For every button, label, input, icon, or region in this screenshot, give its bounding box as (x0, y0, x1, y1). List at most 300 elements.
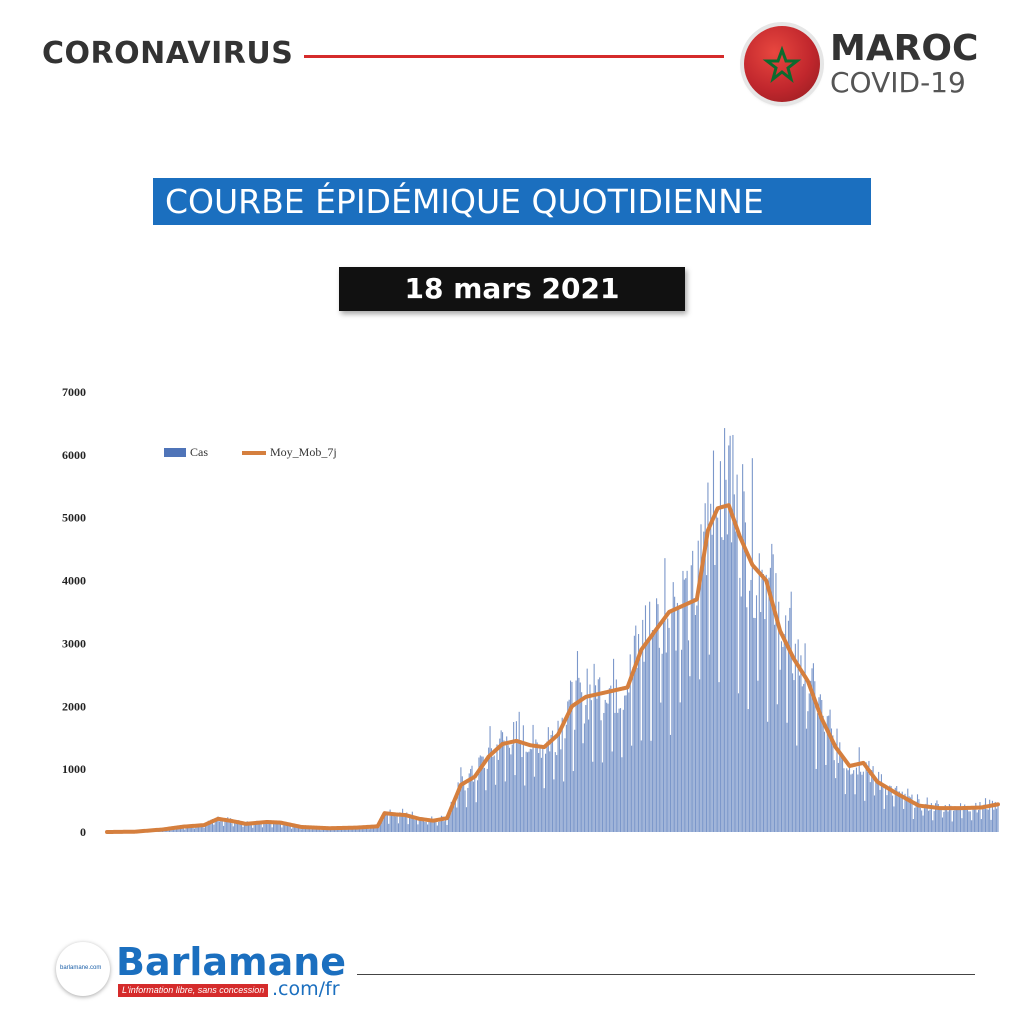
bar-cas (417, 824, 418, 832)
bar-cas (502, 732, 503, 832)
bar-cas (750, 580, 751, 832)
bar-cas (467, 788, 468, 832)
bar-cas (463, 784, 464, 832)
bar-cas (669, 628, 670, 832)
bar-cas (852, 774, 853, 832)
y-tick-label: 6000 (62, 447, 86, 462)
bar-cas (921, 810, 922, 832)
bar-cas (519, 712, 520, 832)
bar-cas (670, 735, 671, 832)
bar-cas (857, 774, 858, 832)
legend-label-moy: Moy_Mob_7j (270, 445, 337, 459)
bar-cas (982, 808, 983, 832)
bar-cas (545, 754, 546, 832)
bar-cas (506, 736, 507, 832)
bar-cas (870, 782, 871, 832)
bar-cas (867, 772, 868, 832)
bar-cas (748, 709, 749, 832)
bar-cas (764, 619, 765, 832)
bar-cas (816, 769, 817, 832)
bar-cas (793, 680, 794, 832)
bar-cas (539, 746, 540, 832)
bar-cas (727, 534, 728, 832)
bar-cas (777, 704, 778, 832)
bar-cas (762, 570, 763, 832)
bar-cas (435, 821, 436, 832)
bar-cas (692, 551, 693, 832)
y-tick-label: 7000 (62, 385, 86, 399)
bar-cas (416, 820, 417, 832)
bar-cas (853, 770, 854, 832)
bar-cas (680, 702, 681, 832)
bar-cas (621, 757, 622, 832)
bar-cas (927, 797, 928, 832)
bar-cas (524, 786, 525, 832)
bar-cas (320, 830, 321, 832)
bar-cas (405, 815, 406, 832)
bar-cas (920, 808, 921, 832)
bar-cas (947, 811, 948, 832)
bar-cas (542, 745, 543, 832)
bar-cas (924, 808, 925, 832)
bar-cas (893, 806, 894, 832)
bar-cas (755, 618, 756, 832)
bar-cas (495, 785, 496, 832)
bar-cas (825, 765, 826, 832)
bar-cas (717, 518, 718, 832)
bar-cas (648, 639, 649, 832)
bar-cas (832, 735, 833, 832)
bar-cas (570, 681, 571, 832)
bar-cas (453, 804, 454, 832)
bar-cas (934, 811, 935, 832)
bar-cas (623, 710, 624, 832)
bar-cas (402, 809, 403, 832)
bar-cas (491, 748, 492, 832)
bar-cas (245, 825, 246, 832)
bar-cas (888, 790, 889, 832)
bar-cas (702, 568, 703, 832)
bar-cas (855, 794, 856, 832)
bar-cas (834, 760, 835, 832)
legend (164, 445, 337, 459)
bar-cas (438, 822, 439, 832)
bar-cas (803, 684, 804, 832)
bar-cas (487, 769, 488, 832)
bar-cas (644, 662, 645, 832)
bar-cas (424, 822, 425, 832)
bar-cas (556, 755, 557, 832)
bar-cas (582, 743, 583, 832)
bar-cas (813, 663, 814, 832)
bar-cas (591, 700, 592, 832)
bar-cas (838, 763, 839, 832)
bar-cas (551, 735, 552, 832)
bar-cas (510, 754, 511, 832)
bar-cas (963, 807, 964, 832)
bar-cas (723, 540, 724, 832)
bar-cas (988, 810, 989, 832)
bar-cas (677, 603, 678, 832)
bar-cas (716, 511, 717, 832)
bar-cas (512, 745, 513, 832)
bar-cas (848, 770, 849, 832)
bar-cas (997, 803, 998, 832)
bar-cas (602, 762, 603, 832)
bar-cas (251, 825, 252, 832)
bar-cas (946, 809, 947, 832)
bar-cas (906, 800, 907, 832)
bar-cas (473, 782, 474, 832)
bar-cas (535, 739, 536, 832)
bar-cas (843, 768, 844, 832)
bar-cas (923, 816, 924, 832)
bar-cas (601, 720, 602, 832)
bar-cas (943, 812, 944, 832)
bar-cas (782, 647, 783, 832)
bar-cas (369, 829, 370, 832)
bar-cas (184, 830, 185, 832)
bar-cas (563, 781, 564, 832)
bar-cas (898, 791, 899, 832)
bar-cas (899, 791, 900, 832)
bar-cas (850, 775, 851, 832)
bar-cas (628, 692, 629, 832)
bar-cas (996, 809, 997, 832)
bar-cas (735, 531, 736, 832)
bar-cas (233, 826, 234, 832)
bar-cas (684, 580, 685, 832)
bar-cas (877, 780, 878, 832)
bar-cas (961, 818, 962, 832)
bar-cas (903, 809, 904, 832)
bar-cas (272, 827, 273, 832)
bar-cas (291, 829, 292, 832)
bar-cas (795, 644, 796, 832)
bar-cas (929, 810, 930, 832)
bar-cas (612, 751, 613, 832)
bar-cas (301, 829, 302, 832)
bar-cas (599, 677, 600, 832)
bar-cas (970, 811, 971, 832)
bar-cas (509, 748, 510, 832)
bar-cas (914, 808, 915, 832)
bar-cas (682, 571, 683, 832)
bar-cas (731, 542, 732, 832)
bar-cas (474, 779, 475, 832)
bar-cas (573, 771, 574, 832)
bar-cas (967, 810, 968, 832)
bar-cas (619, 709, 620, 832)
bar-cas (580, 683, 581, 832)
bar-cas (281, 827, 282, 832)
bar-cas (624, 696, 625, 832)
bar-cas (785, 615, 786, 832)
bar-cas (741, 596, 742, 832)
bar-cas (710, 504, 711, 832)
bar-cas (274, 824, 275, 832)
bar-cas (659, 648, 660, 832)
bar-cas (533, 725, 534, 832)
bar-cas (991, 820, 992, 832)
chart-banner: COURBE ÉPIDÉMIQUE QUOTIDIENNE (153, 178, 871, 225)
bar-cas (760, 612, 761, 832)
bar-cas (549, 751, 550, 832)
bar-cas (639, 652, 640, 832)
bar-cas (605, 700, 606, 832)
bar-cas (972, 808, 973, 832)
bar-cas (194, 829, 195, 832)
y-tick-label: 4000 (62, 573, 86, 588)
bar-cas (889, 786, 890, 832)
bar-cas (959, 808, 960, 832)
bar-cas (675, 651, 676, 832)
bar-cas (756, 595, 757, 832)
bar-cas (456, 808, 457, 832)
bar-cas (780, 670, 781, 832)
y-tick-label: 0 (80, 825, 86, 839)
bar-cas (613, 659, 614, 832)
bar-cas (699, 679, 700, 832)
bar-cas (774, 625, 775, 832)
bar-cas (492, 757, 493, 832)
bar-cas (792, 673, 793, 832)
bar-cas (476, 802, 477, 832)
bar-cas (768, 578, 769, 832)
bar-cas (856, 768, 857, 832)
bar-cas (971, 820, 972, 832)
bar-cas (440, 821, 441, 832)
bar-cas (802, 686, 803, 832)
bar-cas (587, 669, 588, 832)
bar-cas (437, 826, 438, 832)
bar-cas (981, 819, 982, 832)
bar-cas (627, 690, 628, 832)
bar-cas (521, 757, 522, 832)
bar-cas (696, 606, 697, 832)
bar-cas (534, 777, 535, 832)
star-icon (762, 44, 802, 84)
bar-cas (415, 820, 416, 832)
legend-label-cas: Cas (190, 445, 208, 459)
bar-cas (581, 692, 582, 832)
bar-cas (846, 768, 847, 832)
bar-cas (695, 615, 696, 832)
bar-cas (460, 767, 461, 832)
bar-cas (229, 821, 230, 832)
header-divider (304, 55, 724, 58)
bar-cas (784, 634, 785, 832)
bar-cas (508, 745, 509, 832)
bar-cas (725, 480, 726, 832)
bar-cas (859, 747, 860, 832)
legend-swatch-cas (164, 448, 186, 457)
bar-cas (553, 779, 554, 832)
bar-cas (824, 732, 825, 832)
bar-cas (742, 464, 743, 832)
bar-cas (592, 762, 593, 832)
bar-cas (879, 790, 880, 832)
bar-cas (620, 708, 621, 832)
bar-cas (546, 742, 547, 832)
bar-cas (603, 713, 604, 832)
bar-cas (753, 618, 754, 832)
bar-cas (606, 703, 607, 832)
bar-cas (552, 731, 553, 832)
bar-cas (663, 619, 664, 832)
bar-cas (635, 626, 636, 832)
bar-cas (401, 816, 402, 832)
bar-cas (204, 828, 205, 832)
bar-cas (610, 686, 611, 832)
bar-cas (978, 810, 979, 832)
bar-cas (641, 740, 642, 832)
bar-cas (891, 786, 892, 832)
bar-cas (657, 604, 658, 832)
bar-cas (444, 821, 445, 832)
bar-cas (607, 704, 608, 832)
y-tick-label: 5000 (62, 510, 86, 525)
bar-cas (942, 817, 943, 832)
brand-name: Barlamane (116, 940, 347, 984)
bar-cas (408, 824, 409, 832)
bar-cas (836, 729, 837, 832)
bar-cas (514, 775, 515, 832)
bar-cas (767, 722, 768, 832)
bar-cas (541, 758, 542, 832)
bar-cas (498, 760, 499, 832)
bar-cas (800, 655, 801, 832)
bar-cas (706, 575, 707, 832)
bar-cas (974, 810, 975, 832)
bar-cas (446, 825, 447, 832)
bar-cas (721, 537, 722, 832)
bar-cas (799, 676, 800, 832)
bar-cas (671, 610, 672, 832)
bar-cas (957, 810, 958, 832)
bar-cas (598, 679, 599, 832)
bar-cas (588, 720, 589, 832)
bar-cas (752, 458, 753, 832)
bar-cas (531, 749, 532, 832)
bar-cas (485, 790, 486, 832)
bar-cas (681, 650, 682, 832)
bar-cas (703, 532, 704, 832)
bar-cas (566, 725, 567, 832)
bar-cas (770, 568, 771, 832)
bar-cas (687, 571, 688, 832)
bar-cas (242, 827, 243, 832)
bar-cas (652, 630, 653, 832)
bar-cas (388, 824, 389, 832)
bar-cas (956, 809, 957, 832)
bar-cas (410, 817, 411, 832)
bar-cas (724, 428, 725, 832)
bar-cas (330, 830, 331, 832)
bar-cas (863, 772, 864, 832)
bar-cas (496, 744, 497, 832)
bar-cas (653, 635, 654, 832)
bar-cas (968, 811, 969, 832)
bar-cas (259, 823, 260, 832)
bar-cas (616, 679, 617, 832)
bar-cas (650, 741, 651, 832)
bar-cas (560, 749, 561, 832)
bar-cas (426, 822, 427, 832)
bar-cas (419, 820, 420, 832)
bar-cas (505, 781, 506, 832)
bar-cas (279, 824, 280, 832)
bar-cas (796, 746, 797, 832)
bar-cas (409, 817, 410, 832)
bar-cas (266, 823, 267, 832)
bar-cas (513, 722, 514, 832)
bar-cas (631, 746, 632, 832)
bar-cas (886, 795, 887, 832)
bar-cas (617, 713, 618, 832)
bar-cas (786, 723, 787, 832)
bar-cas (594, 664, 595, 832)
bar-cas (932, 820, 933, 832)
bar-cas (614, 713, 615, 832)
bar-cas (993, 810, 994, 832)
bar-cas (759, 553, 760, 832)
bar-cas (830, 710, 831, 832)
bar-cas (985, 798, 986, 832)
bar-cas (917, 794, 918, 832)
bar-cas (763, 574, 764, 832)
bar-cas (517, 741, 518, 832)
bar-cas (884, 809, 885, 832)
bar-cas (527, 752, 528, 832)
bar-cas (936, 800, 937, 832)
bar-cas (562, 718, 563, 832)
bar-cas (520, 742, 521, 832)
bar-cas (685, 578, 686, 832)
y-axis (62, 385, 86, 839)
bar-cas (395, 816, 396, 832)
bar-cas (433, 822, 434, 832)
bar-cas (953, 811, 954, 832)
bar-cas (913, 819, 914, 832)
bar-cas (465, 790, 466, 832)
bar-cas (882, 783, 883, 832)
bar-cas (745, 522, 746, 832)
bar-cas (585, 705, 586, 832)
brand-tagline: L'information libre, sans concession (118, 984, 268, 997)
bar-cas (709, 655, 710, 832)
bar-cas (544, 788, 545, 832)
bar-cas (907, 789, 908, 832)
bar-cas (952, 821, 953, 832)
bar-cas (805, 643, 806, 832)
bar-cas (720, 461, 721, 832)
bar-cas (567, 701, 568, 832)
bar-cas (841, 755, 842, 832)
bar-cas (718, 682, 719, 832)
bar-cas (849, 767, 850, 832)
bar-cas (860, 772, 861, 832)
y-tick-label: 1000 (62, 762, 86, 777)
bar-cas (928, 811, 929, 832)
country-label: MAROC (830, 28, 979, 69)
bar-cas (689, 676, 690, 832)
bar-cas (757, 681, 758, 832)
bar-cas (666, 653, 667, 832)
bar-cas (673, 582, 674, 832)
bar-cas (714, 565, 715, 832)
bar-cas (609, 688, 610, 832)
